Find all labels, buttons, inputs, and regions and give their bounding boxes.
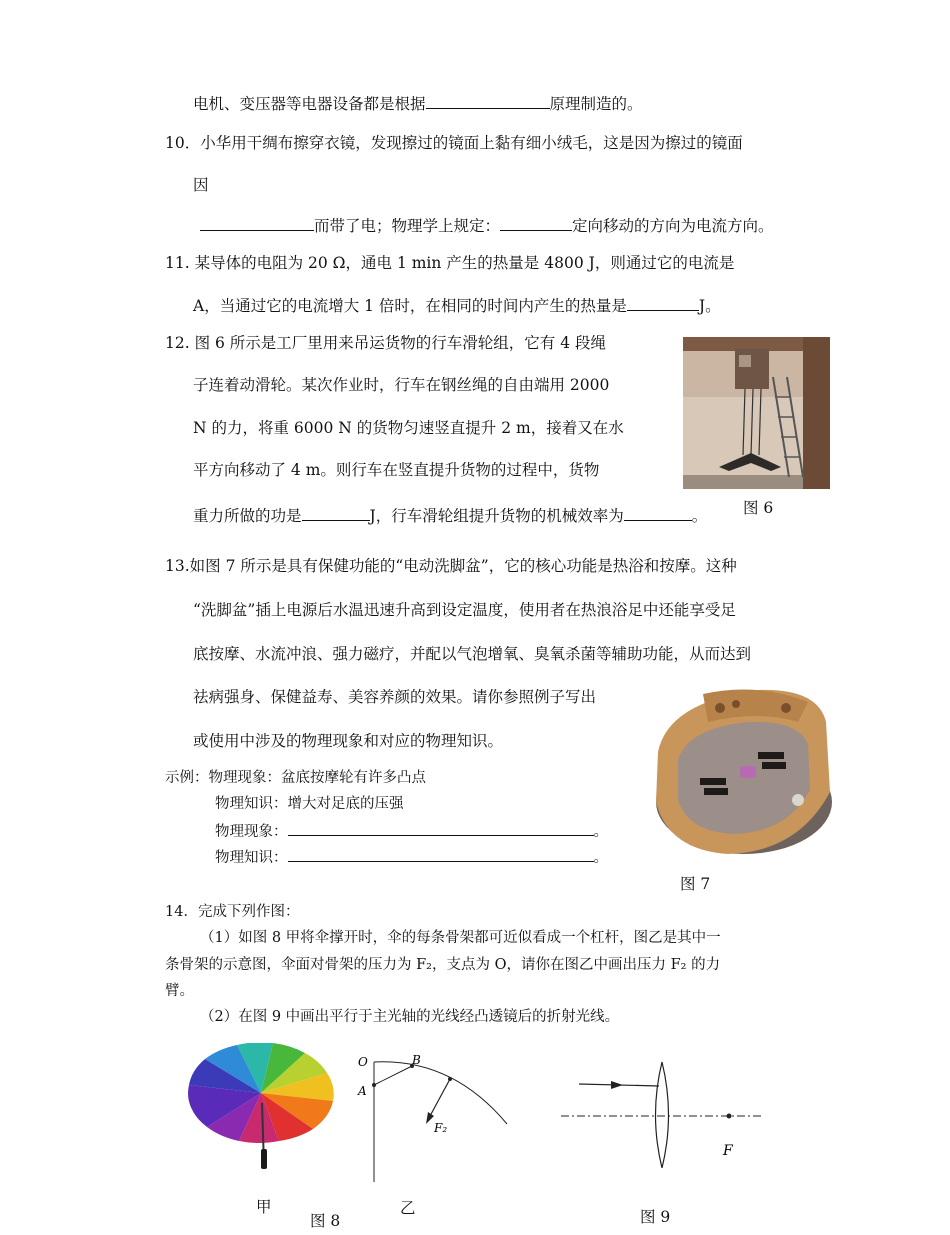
q10-blank-2[interactable] [500,215,572,231]
q11-blank[interactable] [627,295,699,311]
figure-7-foot-basin-photo [648,682,833,860]
point-A-label: A [358,1084,367,1098]
q13-phen-blank[interactable] [288,820,594,836]
umbrella-rib-curve [374,1062,507,1124]
incident-ray-arrowhead [611,1081,623,1089]
focal-point-label: F [723,1143,733,1159]
q9-tail-line [193,93,643,114]
q13-know-label: 物理知识： [215,850,288,866]
q12-number: 12. [165,334,190,352]
q9-text-b: 原理制造的。 [549,95,643,113]
q10-number: 10． [165,134,201,152]
q10-text-3b: 定向移动的方向为电流方向。 [572,217,774,235]
q13-know-blank[interactable] [288,846,594,862]
figure-6-crane-photo [683,337,830,489]
figure-6-caption: 图 6 [743,499,774,517]
q12-text-5c: 。 [691,507,708,525]
q10-line2: 因 [193,176,209,194]
figure-8-label-jia: 甲 [256,1198,272,1216]
q13-answer-phenomenon [215,820,608,842]
q14-part1-line1: （1）如图 8 甲将伞撑开时，伞的每条骨架都可近似看成一个杠杆，图乙是其中一 [200,930,721,946]
q13-example-phen-text: 物理现象：盆底按摩轮有许多凸点 [208,770,426,786]
q12-line2: 子连着动滑轮。某次作业时，行车在钢丝绳的自由端用 2000 [193,376,610,394]
q10-text-1: 小华用干绸布擦穿衣镜，发现擦过的镜面上黏有细小绒毛，这是因为擦过的镜面 [200,134,743,152]
q13-know-end: 。 [593,850,608,866]
figure-8-caption: 图 8 [310,1212,341,1230]
q14-part1-line3: 臂。 [165,983,194,999]
q12-text-5a: 重力所做的功是 [193,507,302,525]
q12-line3: N 的力，将重 6000 N 的货物匀速竖直提升 2 m，接着又在水 [193,419,624,437]
q10-text-3a: 而带了电；物理学上规定： [314,217,501,235]
q11-line2 [193,295,721,316]
q11-number: 11. [165,254,190,272]
q13-line4: 祛病强身、保健益寿、美容养颜的效果。请你参照例子写出 [193,688,597,706]
rib-brace-line [374,1066,412,1085]
q13-line5: 或使用中涉及的物理现象和对应的物理知识。 [193,732,504,750]
q13-text-1: 如图 7 所示是具有保健功能的“电动洗脚盆”，它的核心功能是热浴和按摩。这种 [189,557,737,575]
q13-number: 13. [165,557,190,575]
q14-part1-line2: 条骨架的示意图，伞面对骨架的压力为 F₂，支点为 O，请你在图乙中画出压力 F₂ 的力 [165,957,721,973]
q13-phen-label: 物理现象： [215,824,288,840]
q14-part2: （2）在图 9 中画出平行于主光轴的光线经凸透镜后的折射光线。 [200,1009,620,1025]
figure-7-caption: 图 7 [680,875,711,893]
q11-text-2a: A，当通过它的电流增大 1 倍时，在相同的时间内产生的热量是 [193,297,627,315]
figure-9-lens-diagram [555,1058,770,1168]
q12-text-1: 图 6 所示是工厂里用来吊运货物的行车滑轮组，它有 4 段绳 [194,334,607,352]
q13-example-phenomenon [165,768,426,788]
q12-line5 [193,505,707,526]
q12-line4: 平方向移动了 4 m。则行车在竖直提升货物的过程中，货物 [193,461,600,479]
point-O-label: O [358,1055,368,1069]
q13-example-label: 示例： [165,770,209,786]
q12-line1 [165,333,606,353]
q13-answer-knowledge [215,846,608,868]
point-B-label: B [412,1053,421,1067]
figure-9-caption: 图 9 [640,1208,671,1226]
q11-line1 [165,253,734,273]
q9-text-a: 电机、变压器等电器设备都是根据 [193,95,426,113]
q13-phen-end: 。 [593,824,608,840]
q13-example-knowledge: 物理知识：增大对足底的压强 [215,796,404,812]
q12-blank-2[interactable] [624,505,692,521]
point-A-dot [372,1083,376,1087]
q10-blank-1[interactable] [200,215,314,231]
q11-text-1: 某导体的电阻为 20 Ω，通电 1 min 产生的热量是 4800 J，则通过它的电流是 [194,254,735,272]
force-arrowhead [426,1112,434,1124]
q13-line2: “洗脚盆”插上电源后水温迅速升高到设定温度，使用者在热浪浴足中还能享受足 [193,601,736,619]
q11-text-2b: J。 [698,297,721,315]
q12-text-5b: J，行车滑轮组提升货物的机械效率为 [369,507,624,525]
figure-8-lever-diagram [352,1048,512,1188]
force-F2-arrow [430,1079,450,1116]
q9-blank[interactable] [426,93,550,109]
convex-lens [656,1062,669,1168]
focal-point-dot [727,1114,732,1119]
q13-line3: 底按摩、水流冲浪、强力磁疗，并配以气泡增氧、臭氧杀菌等辅助功能，从而达到 [193,645,752,663]
figure-8-label-yi: 乙 [400,1199,416,1217]
q10-line3 [200,215,774,236]
q12-blank-1[interactable] [302,505,370,521]
figure-8-umbrella-image [186,1043,336,1173]
force-F2-label: F₂ [434,1121,448,1135]
q14-title: 14．完成下列作图： [165,904,300,920]
q13-line1 [165,556,737,576]
q10-line1 [165,133,743,153]
